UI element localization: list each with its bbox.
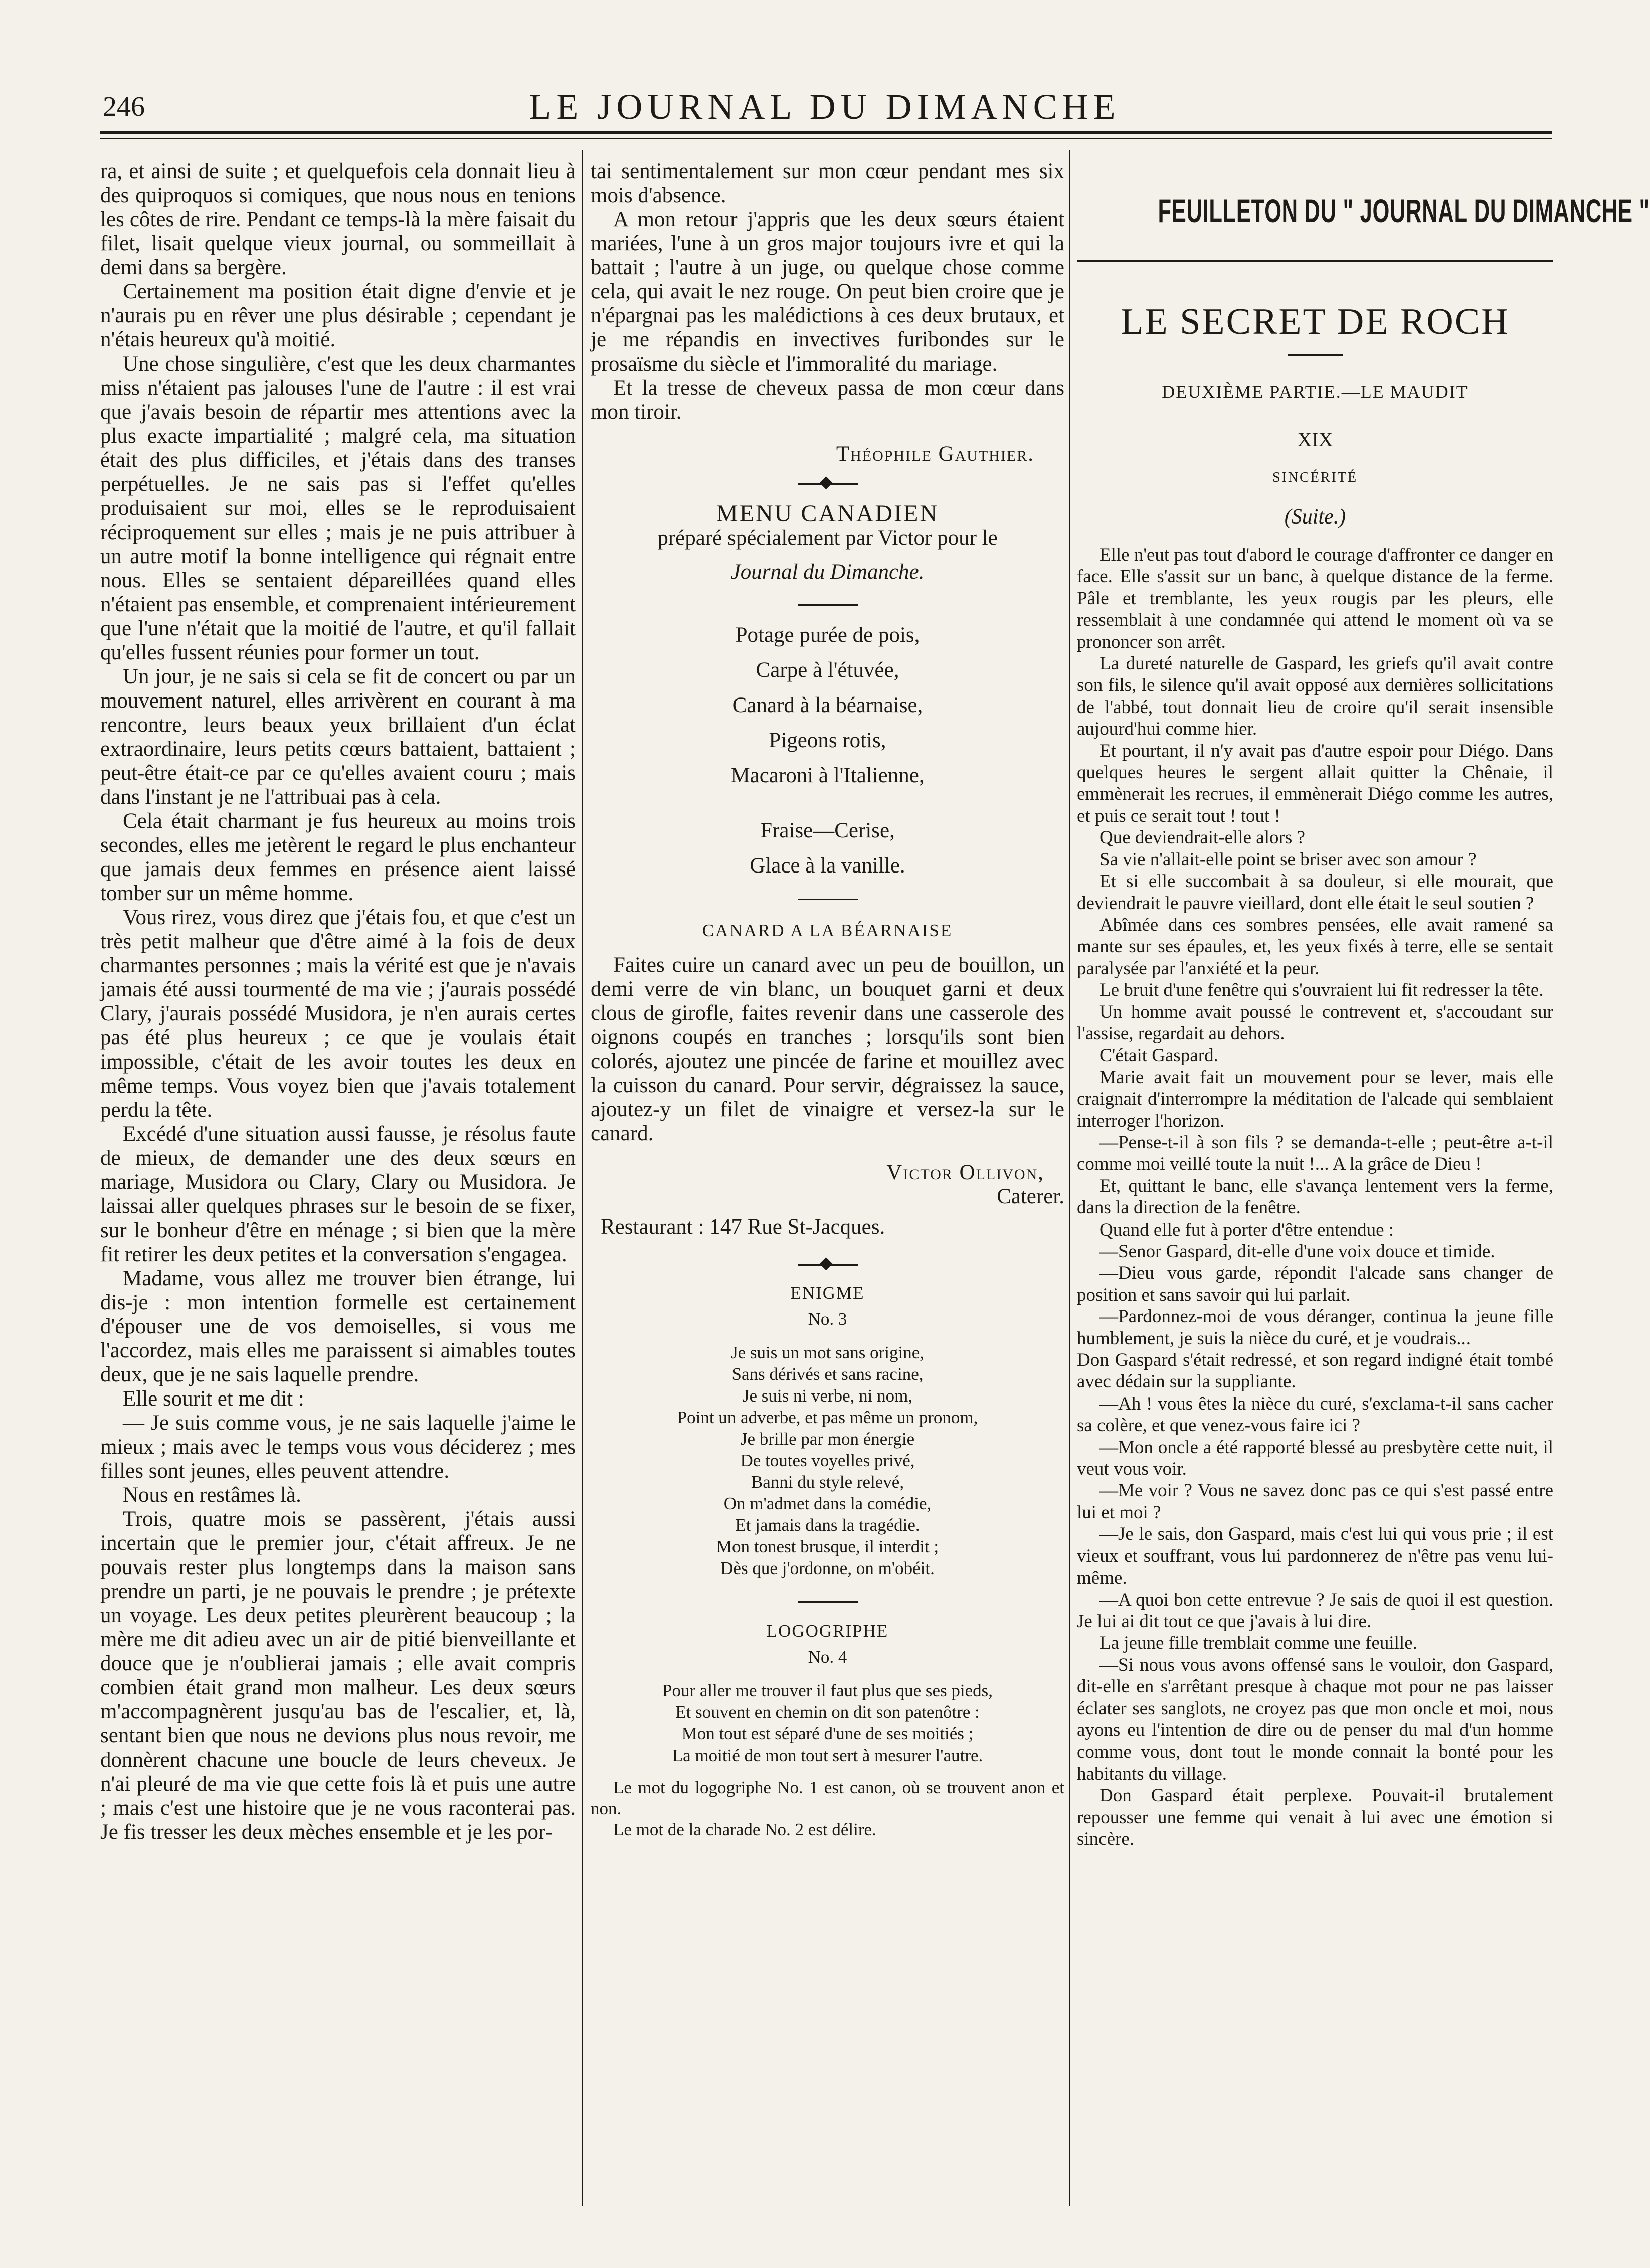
enigme-line: Sans dérivés et sans racine, bbox=[731, 1364, 924, 1384]
story-title: LE SECRET DE ROCH bbox=[1121, 301, 1510, 342]
chapter-number: XIX bbox=[1297, 428, 1333, 451]
logogriphe-line: La moitié de mon tout sert à mesurer l'autre. bbox=[672, 1746, 983, 1765]
paragraph: Certainement ma position était digne d'envie et je n'aurais pu en rêver une plus désirable ; cependant je n'étais heureux qu'à moitié. bbox=[100, 280, 576, 352]
column-divider-2 bbox=[1069, 150, 1070, 2206]
paragraph: Marie avait fait un mouvement pour se lever, mais elle craignait d'interrompre la méditation de l'alcade qui semblaient interroger l'horizon. bbox=[1077, 1067, 1553, 1131]
enigme-line: Mon tonest brusque, il interdit ; bbox=[716, 1537, 939, 1556]
paragraph: Nous en restâmes là. bbox=[123, 1483, 301, 1507]
menu-item: Carpe à l'étuvée, bbox=[756, 658, 899, 682]
enigme-title: ENIGME bbox=[790, 1283, 865, 1303]
enigme-line: Je suis ni verbe, ni nom, bbox=[742, 1386, 913, 1406]
paragraph: Vous rirez, vous direz que j'étais fou, et que c'est un très petit malheur que d'être aimé à la fois de deux charmantes personnes ; mais la vérité est que je n'avais jamais été aussi tourmenté de ma vie ; j'aurais possédé Clary, j'aurais possédé Musidora, je n'en aurais certes pas été plus heureux ; ce que je voulais était impossible, c'était de les avoir toutes les deux en même temps. Vous voyez bien que j'avais totalement perdu la tête. bbox=[100, 906, 576, 1122]
paragraph: Le bruit d'une fenêtre qui s'ouvraient lui fit redresser la tête. bbox=[1099, 980, 1544, 1001]
menu-item: Potage purée de pois, bbox=[735, 623, 920, 647]
journal-title: LE JOURNAL DU DIMANCHE bbox=[529, 86, 1121, 127]
paragraph: La dureté naturelle de Gaspard, les griefs qu'il avait contre son fils, le silence qu'il avait opposé aux dernières sollicitations de l'abbé, tout donnait lieu de croire qu'il serait insensible aujourd'hui comme hier. bbox=[1077, 653, 1553, 740]
paragraph: Que deviendrait-elle alors ? bbox=[1099, 827, 1305, 848]
menu-item: Canard à la béarnaise, bbox=[732, 693, 923, 717]
column-divider-1 bbox=[582, 150, 583, 2206]
paragraph: Et pourtant, il n'y avait pas d'autre espoir pour Diégo. Dans quelques heures le sergent allait quitter la Chênaie, il emmènerait les recrues, il emmènerait Diégo comme les autres, et puis ce serait tout ! tout ! bbox=[1077, 740, 1553, 826]
section-separator bbox=[798, 1601, 858, 1603]
page-header bbox=[103, 84, 1547, 129]
caterer-role: Caterer. bbox=[997, 1185, 1064, 1208]
menu-dessert: Fraise—Cerise, bbox=[760, 819, 895, 842]
menu-dessert: Glace à la vanille. bbox=[750, 854, 905, 878]
enigme-number: No. 3 bbox=[808, 1309, 847, 1329]
paragraph: Elle n'eut pas tout d'abord le courage d'affronter ce danger en face. Elle s'assit sur un banc, à quelque distance de la ferme. Pâle et tremblante, les yeux rougis par les pleurs, elle ressemblait à une condamnée qui attend le moment où va se prononcer son arrêt. bbox=[1077, 545, 1553, 652]
paragraph: Excédé d'une situation aussi fausse, je résolus faute de mieux, de demander une des deux sœurs en mariage, Musidora ou Clary, Clary ou Musidora. Je laissai aller quelques phrases sur le besoin de se fixer, sur le bonheur d'être en ménage ; si bien que la mère fit retirer les deux petites et la conversation s'engagea. bbox=[100, 1122, 576, 1266]
charade-answer: Le mot de la charade No. 2 est délire. bbox=[613, 1820, 876, 1839]
suite-label: (Suite.) bbox=[1284, 505, 1346, 529]
recipe-title: CANARD A LA BÉARNAISE bbox=[702, 921, 953, 940]
header-rule-thin bbox=[100, 138, 1552, 139]
paragraph: —Pense-t-il à son fils ? se demanda-t-elle ; peut-être a-t-il comme moi veillé toute la nuit !... A la grâce de Dieu ! bbox=[1077, 1132, 1553, 1175]
column-feuilleton bbox=[1077, 159, 1650, 2205]
menu-journal-name: Journal du Dimanche. bbox=[730, 560, 925, 584]
recipe-text: Faites cuire un canard avec un peu de bouillon, un demi verre de vin blanc, un bouquet garni et deux clous de girofle, faites revenir dans une casserole des oignons coupés en tranches ; lorsqu'ils sont bien colorés, ajoutez une pincée de farine et mouillez avec la cuisson du canard. Pour servir, dégraissez la sauce, ajoutez-y un filet de vinaigre et versez-la sur le canard. bbox=[591, 953, 1064, 1145]
logogriphe-title: LOGOGRIPHE bbox=[766, 1621, 889, 1641]
author-signature: Théophile Gauthier. bbox=[836, 442, 1034, 466]
recipe-separator bbox=[798, 899, 858, 900]
menu-item: Macaroni à l'Italienne, bbox=[730, 764, 925, 787]
paragraph: Don Gaspard s'était redressé, et son regard indigné était tombé avec dédain sur la suppliante. bbox=[1077, 1350, 1553, 1392]
feuilleton-body bbox=[1077, 544, 1553, 1850]
section-separator bbox=[798, 1264, 858, 1266]
enigme-line: De toutes voyelles privé, bbox=[740, 1451, 915, 1470]
paragraph: —Senor Gaspard, dit-elle d'une voix douce et timide. bbox=[1099, 1241, 1495, 1262]
paragraph: —Si nous vous avons offensé sans le vouloir, don Gaspard, dit-elle en s'arrêtant presque à chaque mot pour ne pas laisser éclater ses sanglots, ne croyez pas que mon oncle et moi, nous ayons eu l'intention de dire ou de penser du mal d'un homme comme vous, dont tout le monde connait la bonté pour les habitants du village. bbox=[1077, 1654, 1553, 1784]
enigme-line: On m'admet dans la comédie, bbox=[723, 1494, 932, 1513]
logogriphe-number: No. 4 bbox=[808, 1647, 847, 1667]
feuilleton-banner: FEUILLETON DU " JOURNAL DU DIMANCHE " bbox=[1158, 192, 1650, 229]
enigme-line: Banni du style relevé, bbox=[751, 1472, 904, 1492]
paragraph: Un jour, je ne sais si cela se fit de concert ou par un mouvement naturel, elles arrivèrent en courant à ma rencontre, leurs beaux yeux brillaient d'un éclat extraordinaire, leurs petits cœurs battaient, battaient ; peut-être était-ce par ce qu'elles avaient couru ; mais dans l'instant je ne l'attribuai pas à cela. bbox=[100, 665, 576, 809]
caterer-signature: Victor Ollivon, bbox=[886, 1161, 1044, 1184]
paragraph: — Je suis comme vous, je ne sais laquelle j'aime le mieux ; mais avec le temps vous vous déciderez ; mes filles sont jeunes, elles peuvent attendre. bbox=[100, 1411, 576, 1483]
part-title: DEUXIÈME PARTIE.—LE MAUDIT bbox=[1162, 382, 1469, 402]
paragraph: Trois, quatre mois se passèrent, j'étais aussi incertain que le premier jour, c'était affreux. Je ne pouvais rester plus longtemps dans la maison sans prendre un parti, je ne pouvais le prendre ; je prétexte un voyage. Les deux petites pleurèrent beaucoup ; la mère me dit adieu avec un air de pitié bienveillante et douce que je n'oublierai jamais ; elle avait compris combien était grand mon malheur. Les deux sœurs m'accompagnèrent jusqu'au bas de l'escalier, et, là, sentant bien que nous ne devions plus nous revoir, me donnèrent chacune une boucle de leurs cheveux. Je n'ai pleuré de ma vie que cette fois là et puis une autre ; mais c'est une histoire que je ne vous raconterai pas. Je fis tresser les deux mèches ensemble et je les por- bbox=[100, 1507, 576, 1844]
restaurant-address: Restaurant : 147 Rue St-Jacques. bbox=[601, 1215, 885, 1239]
enigme-line: Dès que j'ordonne, on m'obéit. bbox=[720, 1558, 935, 1578]
paragraph: tai sentimentalement sur mon cœur pendant mes six mois d'absence. bbox=[591, 159, 1064, 207]
paragraph: —Pardonnez-moi de vous déranger, continua la jeune fille humblement, je suis la nièce du curé, et je voudrais... bbox=[1077, 1306, 1553, 1349]
paragraph: Et, quittant le banc, elle s'avança lentement vers la ferme, dans la direction de la fenêtre. bbox=[1077, 1175, 1553, 1218]
paragraph: —Mon oncle a été rapporté blessé au presbytère cette nuit, il veut vous voir. bbox=[1077, 1437, 1553, 1480]
paragraph: Elle sourit et me dit : bbox=[123, 1387, 304, 1411]
menu-separator bbox=[798, 604, 858, 606]
paragraph: ra, et ainsi de suite ; et quelquefois cela donnait lieu à des quiproquos si comiques, que nous nous en tenions les côtes de rire. Pendant ce temps-là la mère faisait du filet, lisait quelque vieux journal, ou sommeillait à demi dans sa bergère. bbox=[100, 159, 576, 279]
paragraph: Et si elle succombait à sa douleur, si elle mourait, que deviendrait le pauvre vieillard, dont elle était le seul soutien ? bbox=[1077, 871, 1553, 914]
paragraph: La jeune fille tremblait comme une feuille. bbox=[1099, 1633, 1417, 1654]
paragraph: Don Gaspard était perplexe. Pouvait-il brutalement repousser une femme qui venait à lui avec une émotion si sincère. bbox=[1077, 1785, 1553, 1849]
paragraph: A mon retour j'appris que les deux sœurs étaient mariées, l'une à un gros major toujours ivre et qui la battait ; l'autre à un juge, ou quelque chose comme cela, qui avait le nez rouge. On peut bien croire que je n'épargnai pas les malédictions à ces deux brutaux, et je me répandis en invectives furibondes sur le prosaïsme du siècle et l'immoralité du mariage. bbox=[591, 208, 1064, 376]
enigme-line: Point un adverbe, et pas même un pronom, bbox=[677, 1408, 978, 1427]
menu-title: MENU CANADIEN bbox=[716, 500, 939, 527]
logogriphe-answer: Le mot du logogriphe No. 1 est canon, où se trouvent anon et non. bbox=[591, 1778, 1064, 1818]
paragraph: Une chose singulière, c'est que les deux charmantes miss n'étaient pas jalouses l'une de l'autre : il est vrai que j'avais besoin de répartir mes attentions avec la plus exacte impartialité ; malgré cela, ma situation était des plus difficiles, et j'étais dans des transes perpétuelles. Je ne sais pas si l'effet qu'elles produisaient sur moi, elles se le reproduisaient réciproquement sur elles ; mais je ne puis attribuer à un autre motif la bonne intelligence qui régnait entre nous. Elles se sentaient dépareillées quand elles n'étaient pas ensemble, et comprenaient intérieurement que l'une n'était que la moitié de l'autre, et qu'il fallait qu'elles fussent réunies pour former un tout. bbox=[100, 352, 576, 664]
column-middle bbox=[591, 159, 1064, 2195]
enigme-line: Je suis un mot sans origine, bbox=[731, 1343, 924, 1362]
paragraph: —Me voir ? Vous ne savez donc pas ce qui s'est passé entre lui et moi ? bbox=[1077, 1480, 1553, 1523]
logogriphe-line: Pour aller me trouver il faut plus que ses pieds, bbox=[662, 1681, 993, 1700]
paragraph: Madame, vous allez me trouver bien étrange, lui dis-je : mon intention formelle est certainement d'épouser une de vos demoiselles, si vous me l'accordez, mais elles me paraissent si aimables toutes deux, que je ne sais laquelle prendre. bbox=[100, 1267, 576, 1386]
paragraph: Sa vie n'allait-elle point se briser avec son amour ? bbox=[1099, 849, 1477, 870]
paragraph: —A quoi bon cette entrevue ? Je sais de quoi il est question. Je lui ai dit tout ce que j'avais à lui dire. bbox=[1077, 1589, 1553, 1632]
paragraph: —Je le sais, don Gaspard, mais c'est lui qui vous prie ; il est vieux et souffrant, vous lui pardonnerez de n'être pas venu lui-même. bbox=[1077, 1524, 1553, 1589]
paragraph: —Ah ! vous êtes la nièce du curé, s'exclama-t-il sans cacher sa colère, et que venez-vous faire ici ? bbox=[1077, 1393, 1553, 1436]
paragraph: Un homme avait poussé le contrevent et, s'accoudant sur l'assise, regardait au dehors. bbox=[1077, 1001, 1553, 1044]
title-separator bbox=[1288, 354, 1343, 356]
column-story-left bbox=[100, 159, 576, 2205]
page-number: 246 bbox=[103, 91, 145, 122]
paragraph: C'était Gaspard. bbox=[1099, 1045, 1218, 1066]
menu-item: Pigeons rotis, bbox=[769, 729, 886, 752]
section-separator bbox=[798, 483, 858, 485]
paragraph: Abîmée dans ces sombres pensées, elle avait ramené sa mante sur ses épaules, et, les yeux fixés à terre, elle se sentait paralysée par l'anxiété et la peur. bbox=[1077, 914, 1553, 979]
enigme-line: Et jamais dans la tragédie. bbox=[735, 1515, 920, 1535]
paragraph: —Dieu vous garde, répondit l'alcade sans changer de position et sans savoir qui lui parlait. bbox=[1077, 1263, 1553, 1305]
banner-rule bbox=[1077, 260, 1553, 262]
logogriphe-line: Et souvent en chemin on dit son patenôtre : bbox=[675, 1702, 980, 1722]
header-rule-thick bbox=[100, 131, 1552, 134]
logogriphe-line: Mon tout est séparé d'une de ses moitiés ; bbox=[681, 1724, 974, 1743]
menu-prepared-by: préparé spécialement par Victor pour le bbox=[657, 526, 998, 550]
paragraph: Et la tresse de cheveux passa de mon cœur dans mon tiroir. bbox=[591, 376, 1064, 424]
paragraph: Quand elle fut à porter d'être entendue : bbox=[1099, 1219, 1394, 1240]
chapter-title: SINCÉRITÉ bbox=[1272, 470, 1358, 485]
paragraph: Cela était charmant je fus heureux au moins trois secondes, elles me jetèrent le regard le plus enchanteur que jamais deux femmes en présence aient laissé tomber sur un même homme. bbox=[100, 809, 576, 905]
enigme-line: Je brille par mon énergie bbox=[740, 1429, 915, 1449]
